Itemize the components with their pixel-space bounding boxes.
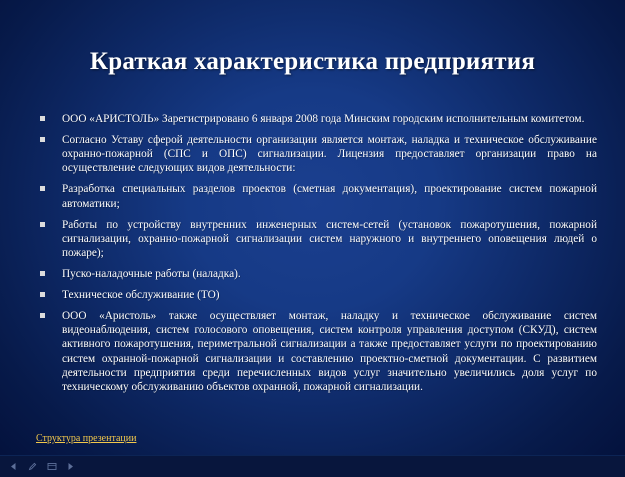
square-bullet-icon bbox=[40, 186, 45, 191]
square-bullet-icon bbox=[40, 137, 45, 142]
list-item bbox=[32, 309, 597, 394]
page-title: Краткая характеристика предприятия bbox=[89, 48, 536, 75]
list-item-text: Пуско-наладочные работы (наладка). bbox=[62, 267, 241, 280]
previous-slide-button[interactable] bbox=[6, 459, 21, 474]
list-item-text: ООО «Аристоль» также осуществляет монтаж, наладку и техническое обслуживание систем видеонаблюдения, систем голосового оповещения, систем контроля управления доступом (СКУД), систем активного пожаротушения, периметральной сигнализации а также предоставляет услуги по проектированию систем охранной-пожарной сигнализации и составлению проектно-сметной документации. С развитием деятельности предприятия среди перечисленных видов услуг значительно увеличились доля услуг по техническому обслуживанию объектов охранной, пожарной сигнализации. bbox=[62, 310, 597, 393]
square-bullet-icon bbox=[40, 222, 45, 227]
list-item-text: Согласно Уставу сферой деятельности организации является монтаж, наладка и техническое обслуживание охранно-пожарной (СПС и ОПС) сигнализации. Лицензия предоставляет организации право на осуществление следующих видов деятельности: bbox=[62, 134, 597, 175]
square-bullet-icon bbox=[40, 116, 45, 121]
square-bullet-icon bbox=[40, 313, 45, 318]
presentation-structure-link-wrap bbox=[36, 428, 136, 446]
list-item bbox=[32, 267, 597, 281]
square-bullet-icon bbox=[40, 271, 45, 276]
slideshow-toolbar bbox=[0, 455, 625, 477]
bullet-list bbox=[32, 112, 597, 394]
pen-tool-button[interactable] bbox=[25, 459, 40, 474]
list-item-text: ООО «АРИСТОЛЬ» Зарегистрировано 6 января 2008 года Минским городским исполнительным комитетом. bbox=[62, 113, 585, 125]
list-item bbox=[32, 288, 597, 302]
square-bullet-icon bbox=[40, 292, 45, 297]
list-item-text: Разработка специальных разделов проектов (сметная документация), проектирование систем пожарной автоматики; bbox=[62, 183, 597, 210]
menu-button[interactable] bbox=[44, 459, 59, 474]
list-item bbox=[32, 133, 597, 175]
list-item-text: Работы по устройству внутренних инженерных систем-сетей (установок пожаротушения, пожарной сигнализации, охранно-пожарной сигнализации систем наружного и внутреннего оповещения людей о пожаре); bbox=[62, 218, 597, 259]
next-slide-button[interactable] bbox=[63, 459, 78, 474]
list-item-text: Техническое обслуживание (ТО) bbox=[62, 289, 220, 302]
list-item bbox=[32, 218, 597, 260]
presentation-structure-link[interactable]: Структура презентации bbox=[36, 433, 137, 444]
slide-body bbox=[32, 112, 597, 401]
list-item bbox=[32, 182, 597, 210]
list-item bbox=[32, 112, 597, 126]
